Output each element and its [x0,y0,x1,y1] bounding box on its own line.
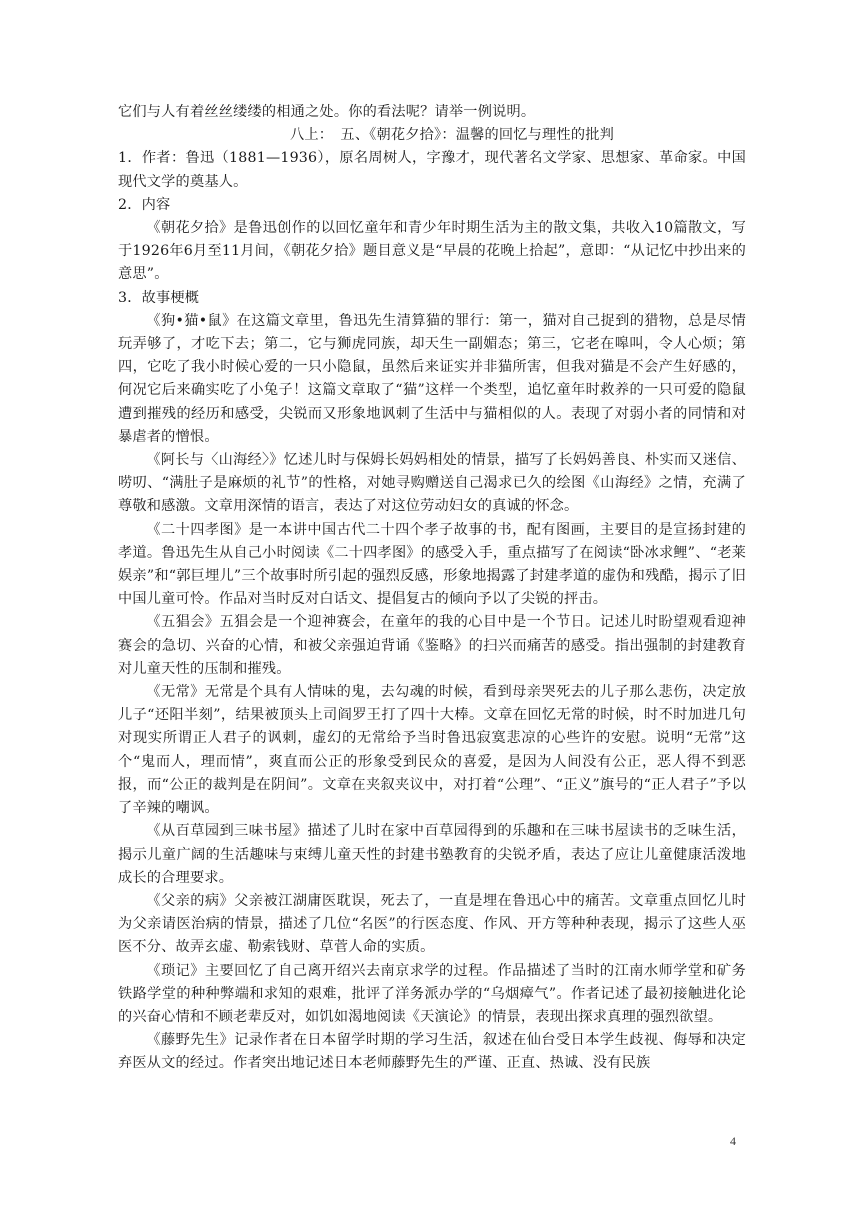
content-paragraph: 《朝花夕拾》是鲁迅创作的以回忆童年和青少年时期生活为主的散文集，共收入10篇散文，写于1926年6月至11月间，《朝花夕拾》题目意义是“早晨的花晚上拾起”，意即：“从记忆中抄出来的意思”。 [118,220,746,283]
lead-line: 它们与人有着丝丝缕缕的相通之处。你的看法呢？请举一例说明。 [118,104,536,120]
paragraph-teng-ye: 《藤野先生》记录作者在日本留学时期的学习生活，叙述在仙台受日本学生歧视、侮辱和决定弃医从文的经过。作者突出地记述日本老师藤野先生的严谨、正直、热诚、没有民族 [118,1032,746,1072]
page-number: 4 [730,1134,736,1148]
paragraph-suo-ji: 《琐记》主要回忆了自己离开绍兴去南京求学的过程。作品描述了当时的江南水师学堂和矿务铁路学堂的种种弊端和求知的艰难，批评了洋务派办学的“乌烟瘴气”。作者记述了最初接触进化论的兴奋心情和不顾老辈反对，如饥如渴地阅读《天演论》的情景，表现出探求真理的强烈欲望。 [118,962,746,1025]
paragraph-a-chang: 《阿长与〈山海经〉》忆述儿时与保姆长妈妈相处的情景，描写了长妈妈善良、朴实而又迷信、唠叨、“满肚子是麻烦的礼节”的性格，对她寻购赠送自己渴求已久的绘图《山海经》之情，充满了尊敬和感激。文章用深情的语言，表达了对这位劳动妇女的真诚的怀念。 [118,452,746,515]
paragraph-bai-cao-yuan: 《从百草园到三味书屋》描述了儿时在家中百草园得到的乐趣和在三味书屋读书的乏味生活，揭示儿童广阔的生活趣味与束缚儿童天性的封建书塾教育的尖锐矛盾，表达了应让儿童健康活泼地成长的合理要求。 [118,823,746,886]
paragraph-gou-mao-shu: 《狗•猫•鼠》在这篇文章里，鲁迅先生清算猫的罪行：第一，猫对自己捉到的猎物，总是尽情玩弄够了，才吃下去；第二，它与狮虎同族，却天生一副媚态；第三，它老在嗥叫，令人心烦；第四，它吃了我小时候心爱的一只小隐鼠，虽然后来证实并非猫所害，但我对猫是不会产生好感的，何况它后来确实吃了小兔子！这篇文章取了“猫”这样一个类型，追忆童年时救养的一只可爱的隐鼠遭到摧残的经历和感受，尖锐而又形象地讽刺了生活中与猫相似的人。表现了对弱小者的同情和对暴虐者的憎恨。 [118,312,746,445]
section-heading: 八上： 五、《朝花夕拾》：温馨的回忆与理性的批判 [289,127,614,144]
page-body [118,101,746,1076]
synopsis-heading: 3．故事梗概 [118,289,200,306]
paragraph-ershisi-xiao: 《二十四孝图》是一本讲中国古代二十四个孝子故事的书，配有图画，主要目的是宣扬封建的孝道。鲁迅先生从自己小时阅读《二十四孝图》的感受入手，重点描写了在阅读“卧冰求鲤”、“老莱娱亲”和“郭巨埋儿”三个故事时所引起的强烈反感，形象地揭露了封建孝道的虚伪和残酷，揭示了旧中国儿童可怜。作品对当时反对白话文、提倡复古的倾向予以了尖锐的抨击。 [118,521,746,608]
paragraph-fu-qin-de-bing: 《父亲的病》父亲被江湖庸医耽误，死去了，一直是埋在鲁迅心中的痛苦。文章重点回忆儿时为父亲请医治病的情景，描述了几位“名医”的行医态度、作风、开方等种种表现，揭示了这些人巫医不分、故弄玄虚、勒索钱财、草菅人命的实质。 [118,892,746,956]
content-heading: 2．内容 [118,196,171,213]
author-item: 1．作者：鲁迅（1881—1936），原名周树人，字豫才，现代著名文学家、思想家、革命家。中国现代文学的奠基人。 [118,150,746,190]
paragraph-wu-chang-hui: 《五猖会》五猖会是一个迎神赛会，在童年的我的心目中是一个节日。记述儿时盼望观看迎神赛会的急切、兴奋的心情，和被父亲强迫背诵《鉴略》的扫兴而痛苦的感受。指出强制的封建教育对儿童天性的压制和摧残。 [118,614,746,677]
paragraph-wu-chang: 《无常》无常是个具有人情味的鬼，去勾魂的时候，看到母亲哭死去的儿子那么悲伤，决定放儿子“还阳半刻”，结果被顶头上司阎罗王打了四十大棒。文章在回忆无常的时候，时不时加进几句对现实所谓正人君子的讽刺，虚幻的无常给予当时鲁迅寂寞悲凉的心些许的安慰。说明“无常”这个“鬼而人，理而情”，爽直而公正的形象受到民众的喜爱，是因为人间没有公正，恶人得不到恶报，而“公正的裁判是在阴间”。文章在夹叙夹议中，对打着“公理”、“正义”旗号的“正人君子”予以了辛辣的嘲讽。 [118,684,746,817]
